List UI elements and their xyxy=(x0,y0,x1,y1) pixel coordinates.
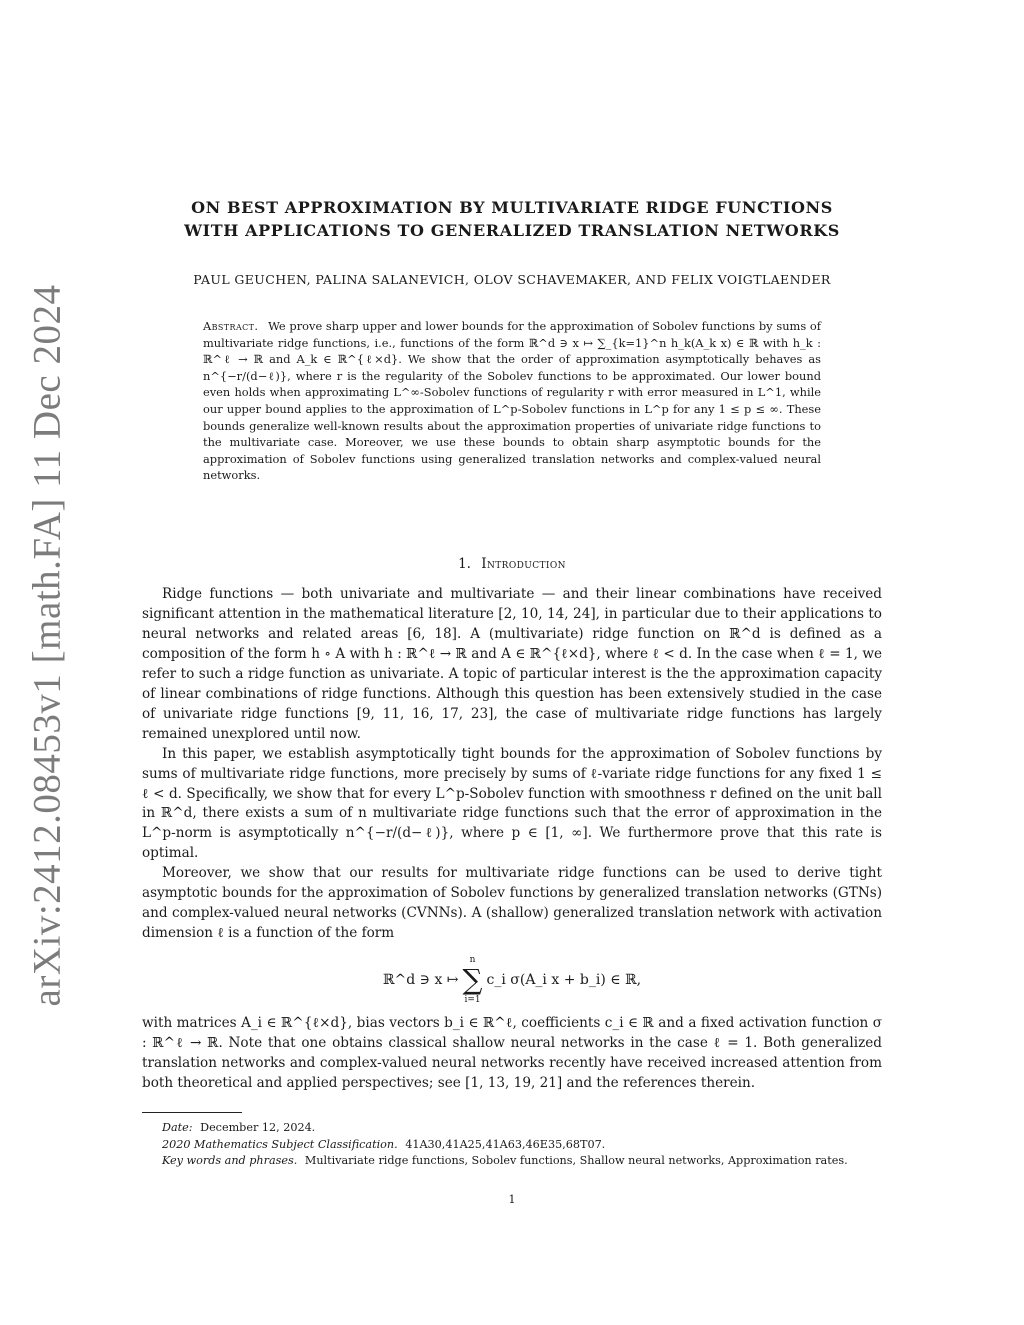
msc-value: 41A30,41A25,41A63,46E35,68T07. xyxy=(405,1137,606,1151)
sum-lower-limit: i=1 xyxy=(464,995,481,1005)
msc-label: 2020 Mathematics Subject Classification. xyxy=(162,1137,398,1151)
display-equation xyxy=(142,950,882,1010)
section-heading-introduction xyxy=(140,556,884,572)
footnote-keywords xyxy=(142,1153,882,1170)
arxiv-identifier: arXiv:2412.08453v1 [math.FA] 11 Dec 2024 xyxy=(25,284,69,1006)
paper-title xyxy=(140,196,884,242)
section-title: Introduction xyxy=(481,556,566,572)
page-number: 1 xyxy=(508,1193,516,1206)
abstract-text: We prove sharp upper and lower bounds for the approximation of Sobolev functions by sums of multivariate ridge functions, i.e., functions of the form ℝ^d ∋ x ↦ ∑_{k=1}^n h_k(A_k x) ∈ ℝ with h_k : ℝ^ℓ → ℝ and A_k ∈ ℝ^{ℓ×d}. We show that the order of approximation asymptotically behaves as n^{−r/(d−ℓ)}, where r is the regularity of the Sobolev functions to be approximated. Our lower bound even holds when approximating L^∞-Sobolev functions of regularity r with error measured in L^1, while our upper bound applies to the approximation of L^p-Sobolev functions in L^p for any 1 ≤ p ≤ ∞. These bounds generalize well-known results about the approximation properties of univariate ridge functions to the multivariate case. Moreover, we use these bounds to obtain sharp asymptotic bounds for the approximation of Sobolev functions using generalized translation networks and complex-valued neural networks. xyxy=(203,319,821,483)
abstract xyxy=(203,318,821,484)
post-equation-body xyxy=(142,1014,882,1094)
title-line-2: WITH APPLICATIONS TO GENERALIZED TRANSLATION NETWORKS xyxy=(184,221,840,240)
date-label: Date: xyxy=(162,1121,193,1134)
date-value: December 12, 2024. xyxy=(200,1121,316,1134)
equation-rhs: c_i σ(A_i x + b_i) ∈ ℝ, xyxy=(486,972,642,988)
title-line-1: ON BEST APPROXIMATION BY MULTIVARIATE RIDGE FUNCTIONS xyxy=(191,198,833,217)
paragraph-1: Ridge functions — both univariate and multivariate — and their linear combinations have received significant attention in the mathematical literature [2, 10, 14, 24], in particular due to their applications to neural networks and related areas [6, 18]. A (multivariate) ridge function on ℝ^d is defined as a composition of the form h ∘ A with h : ℝ^ℓ → ℝ and A ∈ ℝ^{ℓ×d}, where ℓ < d. In the case when ℓ = 1, we refer to such a ridge function as univariate. A topic of particular interest is the the approximation capacity of linear combinations of ridge functions. Although this question has been extensively studied in the case of univariate ridge functions [9, 11, 16, 17, 23], the case of multivariate ridge functions has largely remained unexplored until now. xyxy=(142,586,882,742)
footnotes xyxy=(142,1120,882,1170)
paragraph-after-equation: with matrices A_i ∈ ℝ^{ℓ×d}, bias vectors b_i ∈ ℝ^ℓ, coefficients c_i ∈ ℝ and a fixed activation function σ : ℝ^ℓ → ℝ. Note that one obtains classical shallow neural networks in the case ℓ = 1. Both generalized translation networks and complex-valued neural networks recently have received increased attention from both theoretical and applied perspectives; see [1, 13, 19, 21] and the references therein. xyxy=(142,1015,882,1091)
section-number: 1. xyxy=(458,556,471,572)
keywords-value: Multivariate ridge functions, Sobolev functions, Shallow neural networks, Approximation rates. xyxy=(304,1154,848,1167)
summation xyxy=(463,955,483,1005)
author-list: PAUL GEUCHEN, PALINA SALANEVICH, OLOV SCHAVEMAKER, AND FELIX VOIGTLAENDER xyxy=(193,272,831,287)
paragraph-3: Moreover, we show that our results for multivariate ridge functions can be used to derive tight asymptotic bounds for the approximation of Sobolev functions by generalized translation networks (GTNs) and complex-valued neural networks (CVNNs). A (shallow) generalized translation network with activation dimension ℓ is a function of the form xyxy=(142,865,882,942)
introduction-body xyxy=(142,585,882,944)
abstract-heading: Abstract. xyxy=(203,319,259,333)
arxiv-identifier-stamp xyxy=(22,284,72,1006)
footnote-divider xyxy=(142,1112,242,1113)
keywords-label: Key words and phrases. xyxy=(162,1154,298,1167)
sum-upper-limit: n xyxy=(469,955,476,965)
footnote-date xyxy=(142,1120,882,1137)
paragraph-2: In this paper, we establish asymptotically tight bounds for the approximation of Sobolev functions by sums of multivariate ridge functions, more precisely by sums of ℓ-variate ridge functions for any fixed 1 ≤ ℓ < d. Specifically, we show that for every L^p-Sobolev function with smoothness r defined on the unit ball in ℝ^d, there exists a sum of n multivariate ridge functions such that the error of approximation in the L^p-norm is asymptotically n^{−r/(d−ℓ)}, where p ∈ [1, ∞]. We furthermore prove that this rate is optimal. xyxy=(142,745,882,862)
footnote-msc xyxy=(142,1137,882,1154)
sum-symbol: ∑ xyxy=(462,963,483,996)
equation-lhs: ℝ^d ∋ x ↦ xyxy=(382,972,459,988)
